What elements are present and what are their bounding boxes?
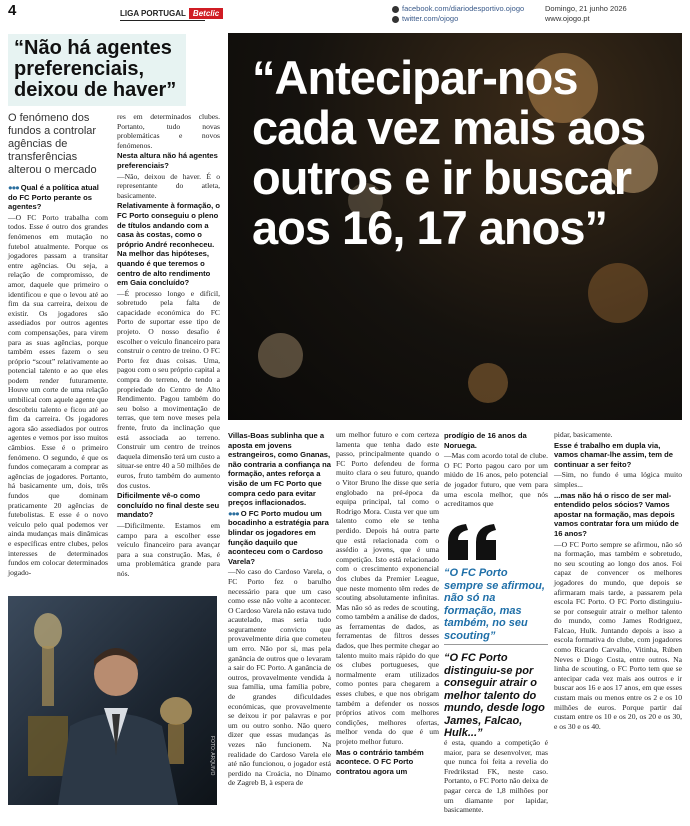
text-column-1 — [8, 182, 108, 588]
highlight-quote-2: “O FC Porto distinguiu-se por conseguir atrair o melhor talento do mundo, desde logo James, Falcao, Hulk...” — [444, 652, 545, 739]
answer: é esta, quando a competição é maior, para se desenvolver, mas que nunca foi feita a revelia do Fredrikstad FK, neste caso. Portanto, o FC Porto não deixa de pagar cerca de 1,8 milhões por um diamante por lapidar, basicamente. — [444, 738, 548, 815]
twitter-icon — [392, 16, 399, 23]
text-column-4 — [336, 430, 439, 806]
text-column-5-bottom — [444, 738, 548, 815]
intro-bold: Villas-Boas sublinha que a aposta em jovens estrangeiros, como Gnanas, não contraria a confiança na formação, antes reforça a visão de um FC Porto que compra cedo para evitar preços inflacionados. — [228, 431, 331, 508]
photo-credit: FOTO: ARQUIVO — [209, 735, 215, 775]
facebook-link[interactable]: facebook.com/diariodesportivo.ojogo — [402, 4, 525, 13]
question: ...mas não há o risco de ser mal-entendido pelos sócios? Vamos apostar na formação, mas depois vamos contratar fora um miúdo de 16 anos? — [554, 490, 679, 538]
quote-mark-icon — [444, 522, 504, 562]
question: Dificilmente vê-o como concluído no final deste seu mandato? — [117, 491, 220, 520]
answer: —O FC Porto trabalha com todos. Esse é outro dos grandes fenómenos em mutação no futebol atualmente. Porque os jogadores passam a transitar entre agências. Ou seja, a relação de compromisso, de amor, daquele que primeiro o identificou e que o levou até ao fim da sua carreira, deixou de existir. Os jogadores são assediados por outros agentes com compensações, para virem para as suas agências, porque também esses fazem o seu próprio “scout” relativamente ao potencial talento e ao que eles podem render futuramente. Houve um corte de uma relação umbilical com aquele agente que descobriu talento e ficou até ao fim da carreira. Os jogadores agora são assediados por outros agentes e vemos por isso muitos câmbios. Esse é o primeiro fenómeno. O segundo, é que os fundos começaram a comprar as agências de jogadores. Portanto, há basicamente um, dois, três fundos que dominam praticamente 20 agências de futebolistas. E esse é o novo veículo pelo qual podemos ver ainda mudanças mais dinâmicas e específicas entre clubes, pelos interesses de determinados fundos em colocar determinados jogado- — [8, 212, 108, 577]
answer: —Não, deixou de haver. É o representante do atleta, basicamente. — [117, 171, 220, 200]
question: Relativamente à formação, o FC Porto conseguiu o pleno de títulos andando com a casa às costas, como o próprio André reconheceu. Na melhor das hipóteses, quando é que teremos o centro de alto rendimento em Gaia concluído? — [117, 201, 220, 288]
text-column-2 — [117, 112, 220, 588]
divider — [444, 644, 548, 645]
question: Esse é trabalho em dupla via, vamos chamar-lhe assim, tem de continuar a ser feito? — [554, 440, 674, 469]
answer: um melhor futuro e com certeza lamenta que tenha dado este passo, principalmente quando o FC Porto defendeu de forma muito clara o seu futuro, quando o Vitor Bruno lhe disse que seria englobado na pré-época da equipa principal, tal como o Rodrigo Mora. Custa ver que um talento como ele se tenha perdido. Depois há outra parte que está relacionada com o assédio a jovens, que é uma competição. Isto está relacionado com o crescimento exponencial dos clubes da Premier League, que neste momento têm redes de scouting absolutamente infinitas. Mas não só as redes de scouting, como também a análise de dados, as ferramentas de dados, as ferramentas de filtros desses dados, que lhes permite chegar ao talento muito mais rápido do que os clubes portugueses, que normalmente eram utilizados como pontes para chegarem a esses clubes, e que nos obrigam também a defender os nossos próprios ativos com melhores condições, melhores ofertas, melhor venda do que é um projeto melhor futuro. — [336, 430, 439, 746]
facebook-icon — [392, 6, 399, 13]
main-photo — [228, 33, 682, 420]
answer: —É processo longo e difícil, sobretudo pela falta de capacidade económica do FC Porto de suportar esse tipo de projeto. O nosso desafio é escolher o veículo financeiro para construir o centro de treino. O FC Porto fez duas coisas. Uma, pagou com o seu próprio capital a compra do terreno, de tendo a propriedade do Centro de Alto Rendimento. Pagou também do seu bolso a movimentação de terras, que tem nove meses pela frente, fruto da inclinação que está associada ao terreno. Construir um centro de treinos daquela dimensão terá um custo a situar-se entre 40 a 50 milhões de euros, fruto também do aumento dos custos. — [117, 288, 220, 490]
question: prodígio de 16 anos da Noruega. — [444, 431, 527, 450]
page-number: 4 — [8, 2, 17, 19]
portrait-photo — [8, 596, 217, 805]
paragraph: pidar, basicamente. — [554, 430, 613, 439]
pull-quote: “Antecipar-nos cada vez mais aos outros e ir buscar aos 16, 17 anos” — [252, 51, 646, 254]
site-link[interactable]: www.ojogo.pt — [545, 14, 590, 23]
highlight-quote-1: “O FC Porto sempre se afirmou, não só na formação, mas também, no seu scouting” — [444, 567, 545, 642]
social-links — [392, 4, 524, 24]
answer: —Sim, no fundo é uma lógica muito simples... — [554, 470, 682, 489]
question: ●●● O FC Porto mudou um bocadinho a estratégia para blindar os jogadores em função daquilo que aconteceu com o Cardoso Varela? — [228, 508, 329, 566]
headline: “Não há agentes preferenciais, deixou de haver” — [14, 37, 177, 101]
bokeh-light — [588, 263, 648, 323]
paragraph: res em determinados clubes. Portanto, tudo novas problemáticas e novos fenómenos. — [117, 112, 220, 150]
text-column-6 — [554, 430, 682, 806]
question: Nesta altura não há agentes preferenciais? — [117, 151, 218, 170]
lead-text: O fenómeno dos fundos a controlar agências de transferências alterou o mercado — [8, 112, 97, 176]
portrait-illustration — [8, 596, 217, 805]
answer: —No caso do Cardoso Varela, o FC Porto fez o barulho necessário para que um caso como esse não volte a acontecer. O Cardoso Varela não estava tudo acautelado, mas seria tudo seguramente convicto que provavelmente diria que cometeu um erro. Não por si, mas pela ganância de outros que o levaram a sair do FC Porto. A ganância de outros, provavelmente vendida à sua família, uma família pobre, de grandes dificuldades económicas, que provavelmente se deixou ir por palavras e por um ou outro sonho. Não quero dizer que essas mudanças às vezes não funcionem. Na realidade do Cardoso Varela ele até não funcionou, o jogador está perdido na Croácia, no Dínamo de Zagreb B, à espera de — [228, 567, 331, 788]
section-label: LIGA PORTUGAL — [120, 8, 186, 18]
text-column-5-top — [444, 430, 548, 520]
answer: —Mas com acordo total de clube. O FC Porto pagou caro por um miúdo de 16 anos, pelo potencial de jogador futuro, que vem para uma escola melhor, que nós acreditamos que — [444, 451, 548, 509]
section-brand: Betclic — [189, 8, 223, 19]
twitter-link[interactable]: twitter.com/ojogo — [402, 14, 459, 23]
question: Mas o contrário também acontece. O FC Porto contratou agora um — [336, 747, 424, 776]
bokeh-light — [468, 363, 508, 403]
date: Domingo, 21 junho 2026 — [545, 4, 627, 13]
text-column-3 — [228, 430, 331, 806]
question: ●●● Qual é a política atual do FC Porto perante os agentes? — [8, 183, 99, 212]
page-header — [0, 0, 690, 22]
answer: —Dificilmente. Estamos em campo para a escolher esse veículo financeiro para avançar para a sua construção. Mas, é uma problemática grande para nós. — [117, 520, 220, 578]
headline-box — [8, 34, 186, 106]
bokeh-light — [258, 333, 303, 378]
answer: —O FC Porto sempre se afirmou, não só na formação, mas também e sobretudo, no seu scouting ao longo dos anos. Foi capaz de convencer os melhores jogadores do mundo, que depois se afirmaram mais tarde, a passarem pela escola FC Porto. O FC Porto distinguiu-se por conseguir atrair o melhor talento do mundo, como James Rodriguez, Falcao, Hulk. Juntando depois a isso a escola formativa do clube, com jogadores como Ricardo Carvalho, Vitinha, Rúben Neves e Diogo Costa, entre outros. Na linha de scouting, o FC Porto tem que se antecipar cada vez mais aos outros e ir buscar aos 16 e aos 17 anos, em que esses custam mais ou menos entre os 2 e os 10 milhões de euros. Porque partir daí custam entre os 10 e os 20, os 20 e os 30, e os 30 e os 40. — [554, 539, 682, 731]
dateline — [545, 4, 627, 24]
section-tag — [120, 7, 223, 19]
header-rule — [120, 20, 205, 21]
